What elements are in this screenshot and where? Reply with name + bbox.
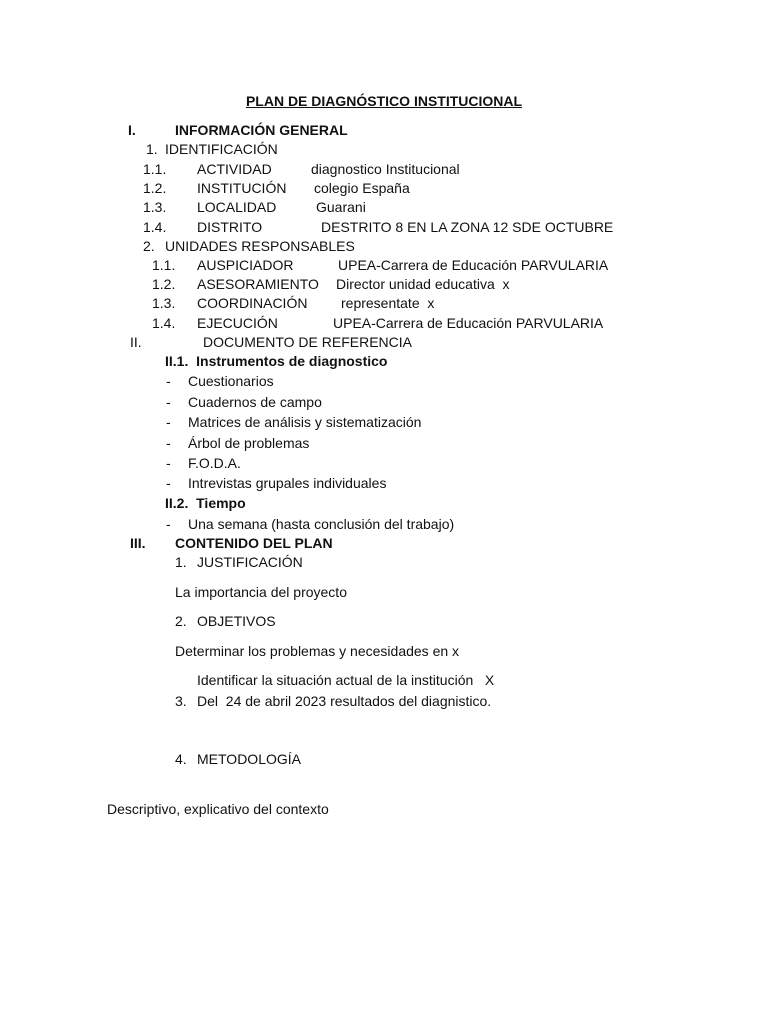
- unit-item-value: UPEA-Carrera de Educación PARVULARIA: [333, 315, 604, 331]
- id-item-number: 1.1.: [143, 161, 167, 177]
- section-1-heading: INFORMACIÓN GENERAL: [175, 122, 348, 138]
- objetivos-number: 2.: [175, 613, 187, 629]
- list-bullet: -: [166, 455, 171, 471]
- objetivos-text-1: Determinar los problemas y necesidades en x: [175, 643, 460, 659]
- list-item: F.O.D.A.: [188, 455, 241, 471]
- item-3-number: 3.: [175, 693, 187, 709]
- list-bullet: -: [166, 394, 171, 410]
- list-item: Una semana (hasta conclusión del trabajo): [188, 516, 455, 532]
- id-item-label: DISTRITO: [197, 219, 263, 235]
- list-bullet: -: [166, 414, 171, 430]
- document-title: PLAN DE DIAGNÓSTICO INSTITUCIONAL: [245, 93, 523, 109]
- unit-item-value: Director unidad educativa x: [336, 276, 510, 292]
- unit-item-label: ASESORAMIENTO: [197, 276, 319, 292]
- list-item: Árbol de problemas: [188, 435, 310, 451]
- metodologia-label: METODOLOGÍA: [197, 751, 301, 767]
- list-item: Intrevistas grupales individuales: [188, 475, 387, 491]
- item-3-text: Del 24 de abril 2023 resultados del diagnistico.: [197, 693, 492, 709]
- list-bullet: -: [166, 435, 171, 451]
- id-item-label: ACTIVIDAD: [197, 161, 272, 177]
- list-item: Cuadernos de campo: [188, 394, 322, 410]
- unidades-number: 2.: [143, 238, 155, 254]
- unit-item-number: 1.4.: [152, 315, 176, 331]
- metodologia-text: Descriptivo, explicativo del contexto: [107, 801, 329, 817]
- unit-item-label: EJECUCIÓN: [197, 315, 278, 331]
- unit-item-label: AUSPICIADOR: [197, 257, 294, 273]
- unit-item-value: representate x: [341, 295, 435, 311]
- section-3-heading: CONTENIDO DEL PLAN: [175, 535, 333, 551]
- id-item-label: LOCALIDAD: [197, 199, 277, 215]
- section-2-heading: DOCUMENTO DE REFERENCIA: [203, 334, 412, 350]
- id-item-value: diagnostico Institucional: [311, 161, 460, 177]
- id-item-number: 1.4.: [143, 219, 167, 235]
- list-bullet: -: [166, 516, 171, 532]
- section-3-number: III.: [130, 535, 146, 551]
- section-2-number: II.: [130, 334, 142, 350]
- list-bullet: -: [166, 373, 171, 389]
- subsection-instrumentos-heading: II.1. Instrumentos de diagnostico: [165, 353, 388, 369]
- justificacion-text: La importancia del proyecto: [175, 584, 347, 600]
- metodologia-number: 4.: [175, 751, 187, 767]
- id-item-number: 1.2.: [143, 180, 167, 196]
- justificacion-number: 1.: [175, 554, 187, 570]
- unit-item-label: COORDINACIÓN: [197, 295, 308, 311]
- section-1-number: I.: [128, 122, 136, 138]
- unidades-label: UNIDADES RESPONSABLES: [165, 238, 355, 254]
- unit-item-number: 1.2.: [152, 276, 176, 292]
- unit-item-number: 1.1.: [152, 257, 176, 273]
- identificacion-number: 1.: [146, 141, 158, 157]
- id-item-label: INSTITUCIÓN: [197, 180, 287, 196]
- id-item-number: 1.3.: [143, 199, 167, 215]
- list-item: Cuestionarios: [188, 373, 274, 389]
- list-bullet: -: [166, 475, 171, 491]
- subsection-tiempo-heading: II.2. Tiempo: [165, 495, 246, 511]
- unit-item-value: UPEA-Carrera de Educación PARVULARIA: [338, 257, 609, 273]
- objetivos-text-2: Identificar la situación actual de la institución X: [197, 672, 495, 688]
- identificacion-label: IDENTIFICACIÓN: [165, 141, 278, 157]
- justificacion-label: JUSTIFICACIÓN: [197, 554, 303, 570]
- objetivos-label: OBJETIVOS: [197, 613, 276, 629]
- id-item-value: Guarani: [316, 199, 366, 215]
- unit-item-number: 1.3.: [152, 295, 176, 311]
- id-item-value: colegio España: [314, 180, 410, 196]
- id-item-value: DESTRITO 8 EN LA ZONA 12 SDE OCTUBRE: [321, 219, 614, 235]
- list-item: Matrices de análisis y sistematización: [188, 414, 422, 430]
